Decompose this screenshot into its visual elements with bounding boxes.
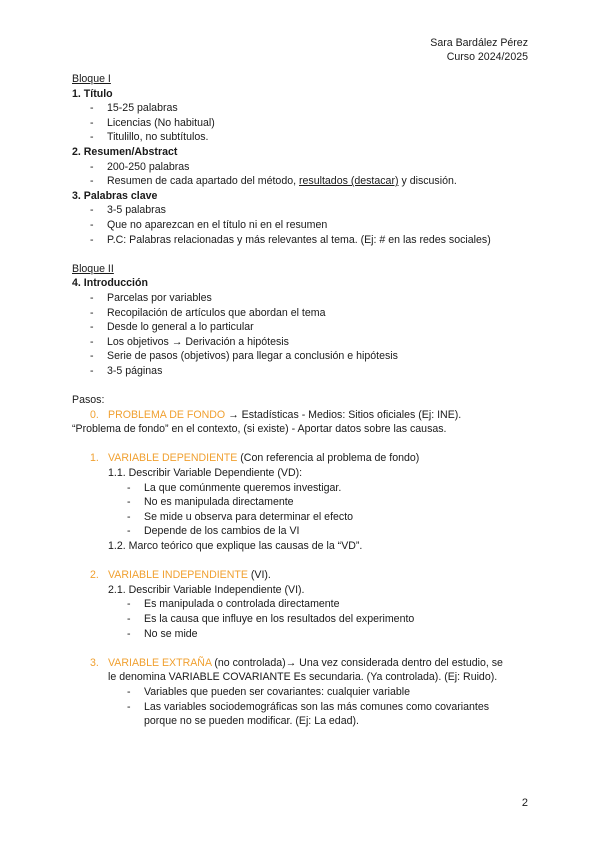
list-item: - 3-5 páginas [72,364,542,379]
section-heading-resumen: 2. Resumen/Abstract [72,145,178,158]
step-2 [72,568,542,583]
step-name: PROBLEMA DE FONDO [108,408,226,421]
list-item: - Las variables sociodemográficas son las más comunes como covariantes [72,700,542,715]
substep-1-2: 1.2. Marco teórico que explique las causas de la “VD”. [108,540,363,552]
list-item: - Es manipulada o controlada directamente [72,597,542,612]
step-name: VARIABLE DEPENDIENTE [108,452,238,465]
list-item: - Parcelas por variables [72,291,542,306]
step-0 [72,408,542,423]
list-item-continuation: porque no se pueden modificar. (Ej: La edad). [144,715,359,728]
list-item: - Titulillo, no subtítulos. [72,130,542,145]
underlined-text: resultados (destacar) [299,175,399,188]
list-item: - 3-5 palabras [72,203,542,218]
list-item: - La que comúnmente queremos investigar. [72,481,542,496]
step-text: → Estadísticas - Medios: Sitios oficiales (Ej: INE). [225,408,462,421]
bloque-1-title: Bloque I [72,73,111,85]
step-text: (no controlada)→ Una vez considerada dentro del estudio, se [211,656,503,669]
substep-2-1: 2.1. Describir Variable Independiente (VI). [108,583,305,596]
list-item [72,174,542,189]
section-heading-titulo: 1. Título [72,87,113,100]
step-text: (VI). [247,569,271,582]
document-body [72,72,542,729]
bloque-2-title: Bloque II [72,262,114,275]
list-item: - 15-25 palabras [72,101,542,116]
section-heading-palabras-clave: 3. Palabras clave [72,189,158,202]
list-item: - Variables que pueden ser covariantes: cualquier variable [72,685,542,700]
list-item: - Se mide u observa para determinar el efecto [72,510,542,525]
page-header [430,36,528,64]
list-item: - Licencias (No habitual) [72,116,542,131]
pasos-label: Pasos: [72,394,105,407]
list-item: - Es la causa que influye en los resultados del experimento [72,612,542,627]
list-item: - Desde lo general a lo particular [72,320,542,335]
step-number: 2. [90,569,99,582]
step-3 [72,656,542,671]
section-heading-introduccion: 4. Introducción [72,277,148,290]
text: Resumen de cada apartado del método, [107,175,299,188]
author-name: Sara Bardález Pérez [430,37,528,49]
step-name: VARIABLE EXTRAÑA [108,656,212,669]
step-number: 0. [90,408,99,421]
list-item: - No es manipulada directamente [72,495,542,510]
step-text: (Con referencia al problema de fondo) [237,452,420,465]
list-item: - Recopilación de artículos que abordan el tema [72,306,542,321]
step-3-line2: le denomina VARIABLE COVARIANTE Es secundaria. (Ya controlada). (Ej: Ruido). [108,671,498,684]
list-item: - P.C: Palabras relacionadas y más relevantes al tema. (Ej: # en las redes sociales) [72,233,542,248]
step-0-line2: “Problema de fondo” en el contexto, (si existe) - Aportar datos sobre las causas. [72,423,447,436]
text: y discusión. [398,175,457,188]
list-item: - No se mide [72,627,542,642]
list-item: - Serie de pasos (objetivos) para llegar a conclusión e hipótesis [72,349,542,364]
list-item: - Depende de los cambios de la VI [72,524,542,539]
list-item: - Los objetivos → Derivación a hipótesis [72,335,542,350]
step-name: VARIABLE INDEPENDIENTE [108,569,248,582]
substep-1-1: 1.1. Describir Variable Dependiente (VD): [108,467,303,480]
page-number: 2 [521,797,528,809]
list-item: - Que no aparezcan en el título ni en el resumen [72,218,542,233]
course-year: Curso 2024/2025 [446,51,528,63]
step-number: 1. [90,452,99,465]
step-number: 3. [90,656,99,669]
step-1 [72,451,542,466]
list-item: - 200-250 palabras [72,160,542,175]
